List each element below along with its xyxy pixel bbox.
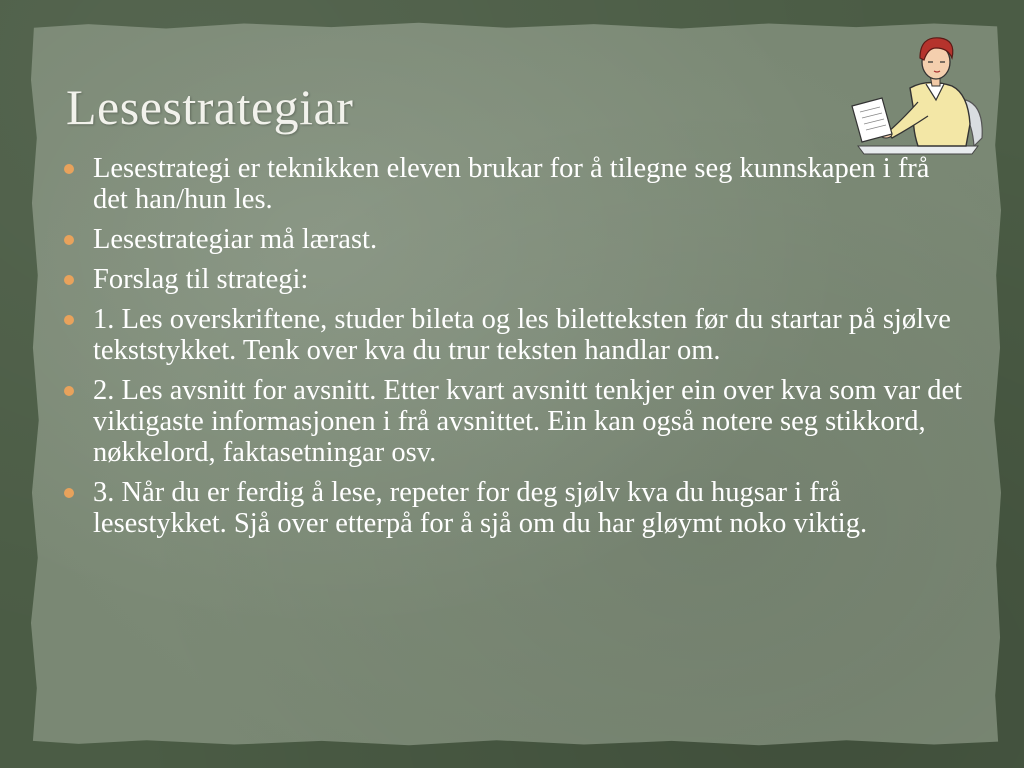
bullet-dot-icon	[64, 164, 74, 174]
list-item	[64, 304, 964, 366]
woman-reading-icon	[848, 28, 988, 164]
bullet-text: 3. Når du er ferdig å lese, repeter for deg sjølv kva du hugsar i frå lesestykket. Sjå over etterpå for å sjå om du har gløymt noko viktig.	[93, 477, 868, 539]
bullet-text: 1. Les overskriftene, studer bileta og les biletteksten før du startar på sjølve tekststykket. Tenk over kva du trur teksten handlar om.	[93, 304, 951, 366]
bullet-dot-icon	[64, 315, 74, 325]
bullet-dot-icon	[64, 386, 74, 396]
list-item	[64, 153, 964, 215]
bullet-text: Forslag til strategi:	[93, 264, 309, 295]
bullet-text: Lesestrategi er teknikken eleven brukar for å tilegne seg kunnskapen i frå det han/hun les.	[93, 153, 930, 215]
list-item	[64, 375, 964, 468]
list-item	[64, 477, 964, 539]
bullet-text: 2. Les avsnitt for avsnitt. Etter kvart avsnitt tenkjer ein over kva som var det viktigaste informasjonen i frå avsnittet. Ein kan også notere seg stikkord, nøkkelord, faktasetningar osv.	[93, 375, 963, 468]
bullet-dot-icon	[64, 275, 74, 285]
list-item	[64, 264, 964, 295]
slide-title: Lesestrategiar	[66, 79, 354, 135]
bullet-list	[64, 153, 964, 548]
list-item	[64, 224, 964, 255]
bullet-dot-icon	[64, 235, 74, 245]
bullet-text: Lesestrategiar må lærast.	[93, 224, 378, 255]
bullet-dot-icon	[64, 488, 74, 498]
